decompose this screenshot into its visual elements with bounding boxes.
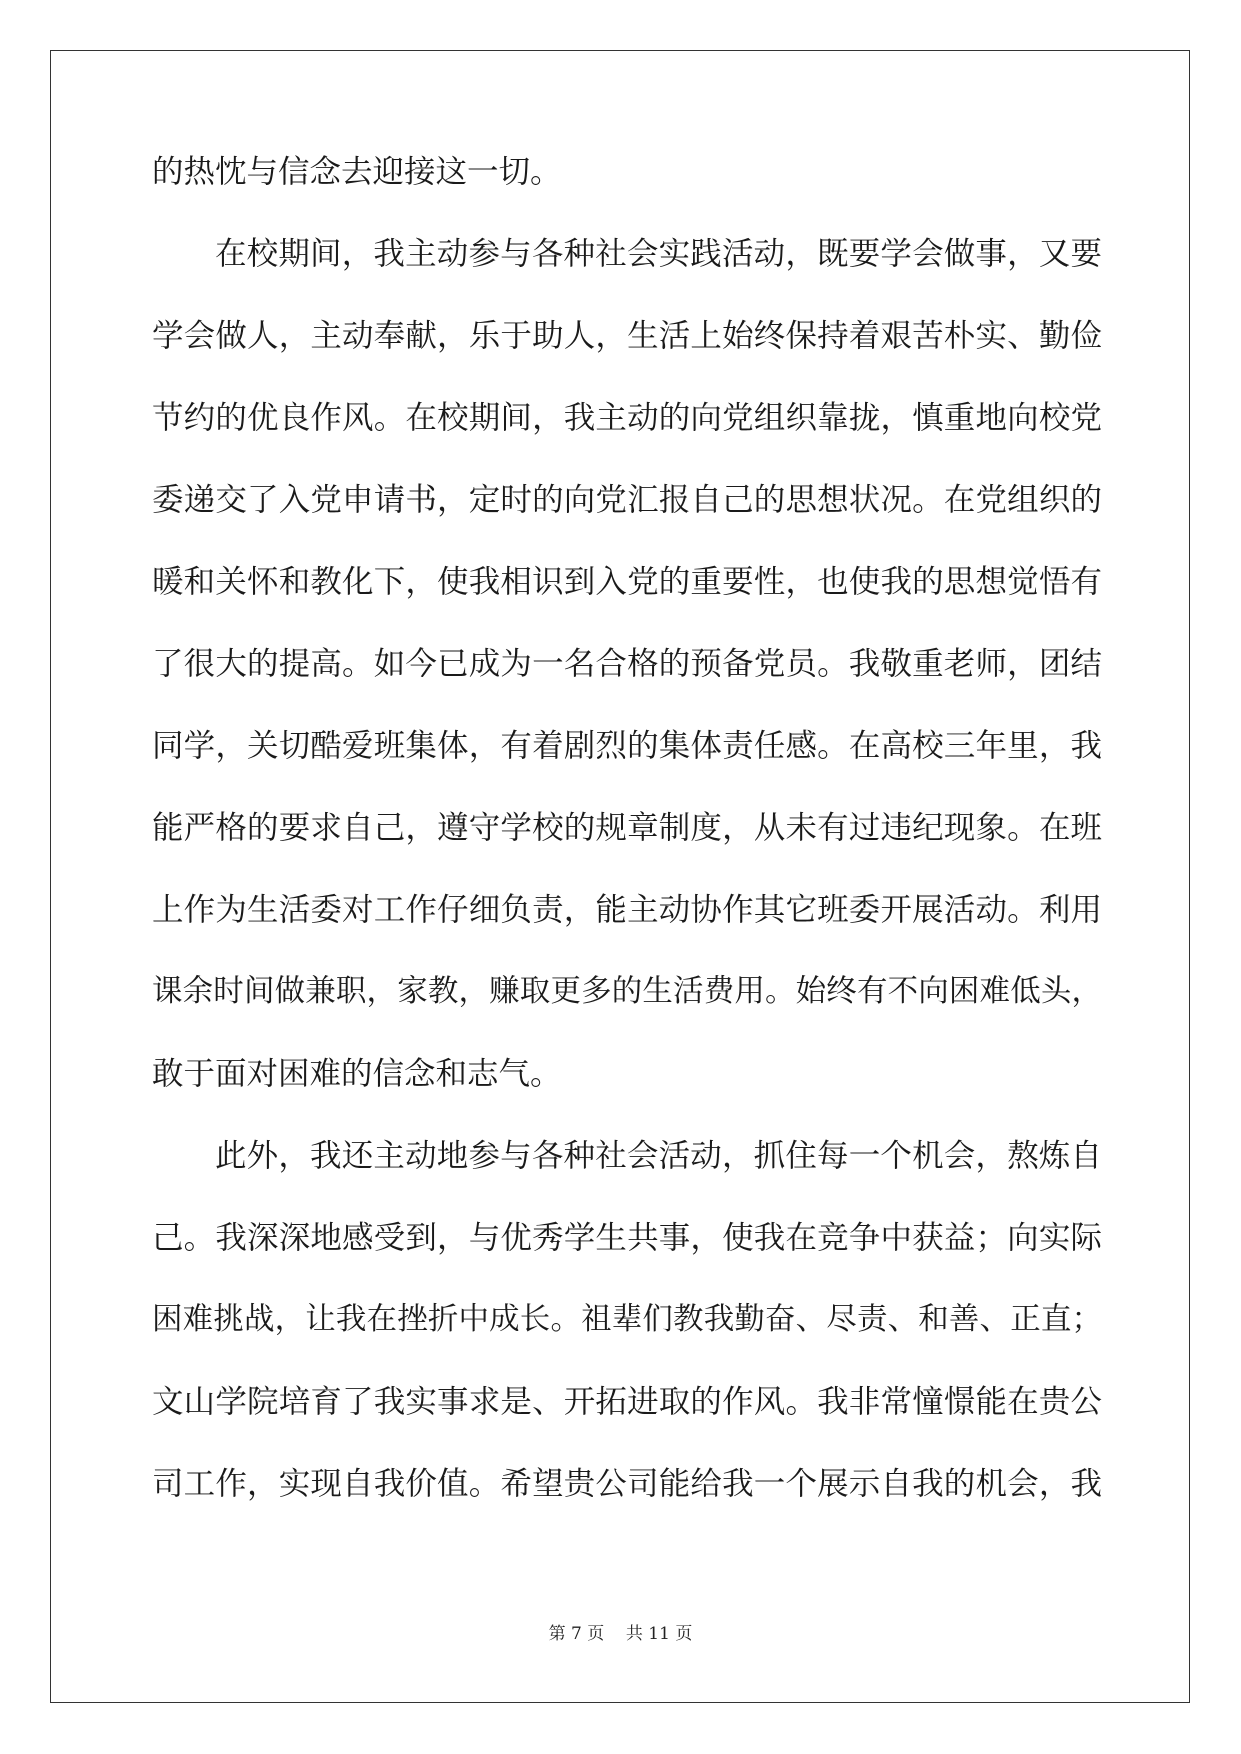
text-line: 上作为生活委对工作仔细负责，能主动协作其它班委开展活动。利用 xyxy=(152,892,1102,928)
text-line: 敢于面对困难的信念和志气。 xyxy=(152,1056,562,1092)
text-line: 了很大的提高。如今已成为一名合格的预备党员。我敬重老师，团结 xyxy=(152,646,1102,682)
text-line: 学会做人，主动奉献，乐于助人，生活上始终保持着艰苦朴实、勤俭 xyxy=(152,318,1102,354)
text-line: 能严格的要求自己，遵守学校的规章制度，从未有过违纪现象。在班 xyxy=(152,810,1102,846)
text-line: 困难挑战，让我在挫折中成长。祖辈们教我勤奋、尽责、和善、正直； xyxy=(152,1302,1102,1337)
text-line: 的热忱与信念去迎接这一切。 xyxy=(152,154,562,190)
body-text xyxy=(152,154,1102,1551)
text-line: 课余时间做兼职，家教，赚取更多的生活费用。始终有不向困难低头， xyxy=(152,974,1102,1009)
page-number-footer: 第 7 页 共 11 页 xyxy=(548,1624,693,1644)
text-line: 文山学院培育了我实事求是、开拓进取的作风。我非常憧憬能在贵公 xyxy=(152,1384,1102,1420)
text-line: 己。我深深地感受到，与优秀学生共事，使我在竞争中获益；向实际 xyxy=(152,1220,1102,1256)
text-line: 暖和关怀和教化下，使我相识到入党的重要性，也使我的思想觉悟有 xyxy=(152,564,1102,600)
text-line: 在校期间，我主动参与各种社会实践活动，既要学会做事，又要 xyxy=(215,236,1102,272)
text-line: 此外，我还主动地参与各种社会活动，抓住每一个机会，熬炼自 xyxy=(215,1138,1102,1174)
text-line: 节约的优良作风。在校期间，我主动的向党组织靠拢，慎重地向校党 xyxy=(152,400,1102,436)
text-line: 委递交了入党申请书，定时的向党汇报自己的思想状况。在党组织的 xyxy=(152,482,1102,518)
text-line: 同学，关切酷爱班集体，有着剧烈的集体责任感。在高校三年里，我 xyxy=(152,728,1102,764)
text-line: 司工作，实现自我价值。希望贵公司能给我一个展示自我的机会，我 xyxy=(152,1466,1102,1502)
